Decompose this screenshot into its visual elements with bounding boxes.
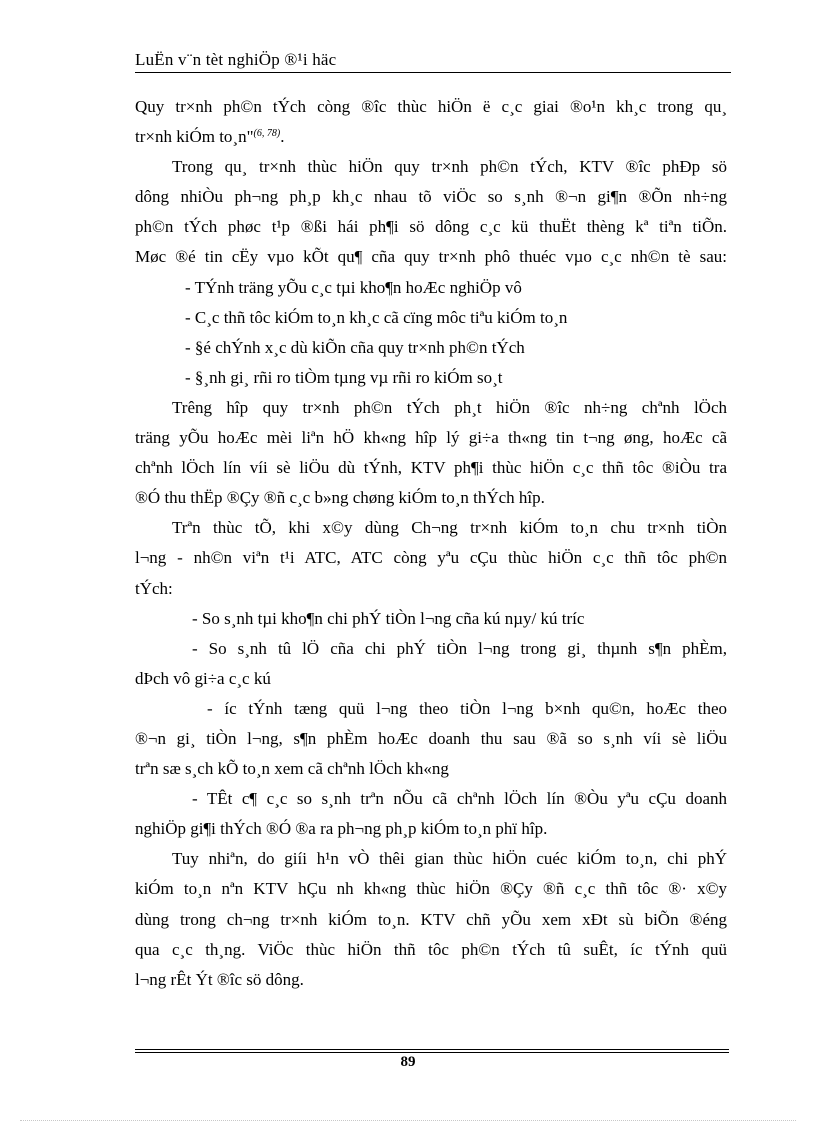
text-line: l¬ng rÊt Ýt ®îc sö dông. xyxy=(135,969,304,989)
text-line: ph©n tÝch phøc t¹p ®ßi hái ph¶i sö dông c¸c kü thuËt thèng kª tiªn tiÕn. xyxy=(135,217,727,237)
list-item: - So s¸nh tû lÖ cña chi phÝ tiÒn l¬ng trong gi¸ thµnh s¶n phÈm, xyxy=(192,638,727,658)
text-line: kiÓm to¸n nªn KTV hÇu nh kh«ng thùc hiÖn ®Çy ®ñ c¸c thñ tôc ®· x©y xyxy=(135,879,727,899)
text-line: l¬ng - nh©n viªn t¹i ATC, ATC còng yªu cÇu thùc hiÖn c¸c thñ tôc ph©n xyxy=(135,548,727,568)
text-line: Trªn thùc tÕ, khi x©y dùng Ch¬ng tr×nh kiÓm to¸n chu tr×nh tiÒn xyxy=(172,518,727,538)
text-line: ®¬n gi¸ tiÒn l¬ng, s¶n phÈm hoÆc doanh thu sau ®ã so s¸nh víi sè liÖu xyxy=(135,728,727,748)
page-bottom-border xyxy=(20,1120,796,1121)
text-line: ®Ó thu thËp ®Çy ®ñ c¸c b»ng chøng kiÓm to¸n thÝch hîp. xyxy=(135,488,545,508)
text-line: Møc ®é tin cËy vµo kÕt qu¶ cña quy tr×nh phô thuéc vµo c¸c nh©n tè sau: xyxy=(135,247,727,267)
text-line: dông nhiÒu ph¬ng ph¸p kh¸c nhau tõ viÖc so s¸nh ®¬n gi¶n ®Õn nh÷ng xyxy=(135,187,727,207)
text-line: träng yÕu hoÆc mèi liªn hÖ kh«ng hîp lý gi÷a th«ng tin t¬ng øng, hoÆc cã xyxy=(135,428,727,448)
text-line xyxy=(135,122,727,152)
text-line: Tuy nhiªn, do giíi h¹n vÒ thêi gian thùc hiÖn cuéc kiÓm to¸n, chi phÝ xyxy=(172,849,727,869)
list-item: - So s¸nh tµi kho¶n chi phÝ tiÒn l¬ng cña kú nµy/ kú tríc xyxy=(192,608,585,628)
footer-rule xyxy=(135,1052,729,1053)
header-rule xyxy=(135,72,731,73)
running-header-title: LuËn v¨n tèt nghiÖp ®¹i häc xyxy=(135,50,337,69)
list-item: - TÊt c¶ c¸c so s¸nh trªn nÕu cã chªnh lÖch lín ®Òu yªu cÇu doanh xyxy=(192,789,727,809)
text-line: Trong qu¸ tr×nh thùc hiÖn quy tr×nh ph©n tÝch, KTV ®îc phÐp sö xyxy=(172,157,727,177)
list-item: - íc tÝnh tæng quü l¬ng theo tiÒn l¬ng b×nh qu©n, hoÆc theo xyxy=(207,698,727,718)
text-line-tail: . xyxy=(280,127,285,147)
text-line: chªnh lÖch lín víi sè liÖu dù tÝnh, KTV ph¶i thùc hiÖn c¸c thñ tôc ®iÒu tra xyxy=(135,458,727,478)
text-line: dÞch vô gi÷a c¸c kú xyxy=(135,668,271,688)
text-line: qua c¸c th¸ng. ViÖc thùc hiÖn thñ tôc ph©n tÝch tû suÊt, íc tÝnh quü xyxy=(135,939,727,959)
page-number: 89 xyxy=(400,1054,416,1070)
list-item: - §é chÝnh x¸c dù kiÕn cña quy tr×nh ph©n tÝch xyxy=(185,337,525,357)
text-line: trªn sæ s¸ch kÕ to¸n xem cã chªnh lÖch kh«ng xyxy=(135,759,449,779)
citation-reference: (6, 78) xyxy=(253,128,281,140)
text-line: Trêng hîp quy tr×nh ph©n tÝch ph¸t hiÖn ®îc nh÷ng chªnh lÖch xyxy=(172,397,727,417)
text-line: dùng trong ch¬ng tr×nh kiÓm to¸n. KTV chñ yÕu xem xÐt sù biÕn ®éng xyxy=(135,909,727,929)
text-line-content: tr×nh kiÓm to¸n" xyxy=(135,127,254,147)
text-line: Quy tr×nh ph©n tÝch còng ®îc thùc hiÖn ë c¸c giai ®o¹n kh¸c trong qu¸ xyxy=(135,97,727,116)
footer-rule xyxy=(135,1049,729,1050)
body-text xyxy=(135,92,727,995)
text-line: tÝch: xyxy=(135,578,173,598)
list-item: - C¸c thñ tôc kiÓm to¸n kh¸c cã cïng môc tiªu kiÓm to¸n xyxy=(185,307,568,327)
list-item: - TÝnh träng yÕu c¸c tµi kho¶n hoÆc nghiÖp vô xyxy=(185,277,522,297)
list-item: - §¸nh gi¸ rñi ro tiÒm tµng vµ rñi ro kiÓm so¸t xyxy=(185,367,503,387)
text-line: nghiÖp gi¶i thÝch ®Ó ®a ra ph¬ng ph¸p kiÓm to¸n phï hîp. xyxy=(135,819,548,839)
